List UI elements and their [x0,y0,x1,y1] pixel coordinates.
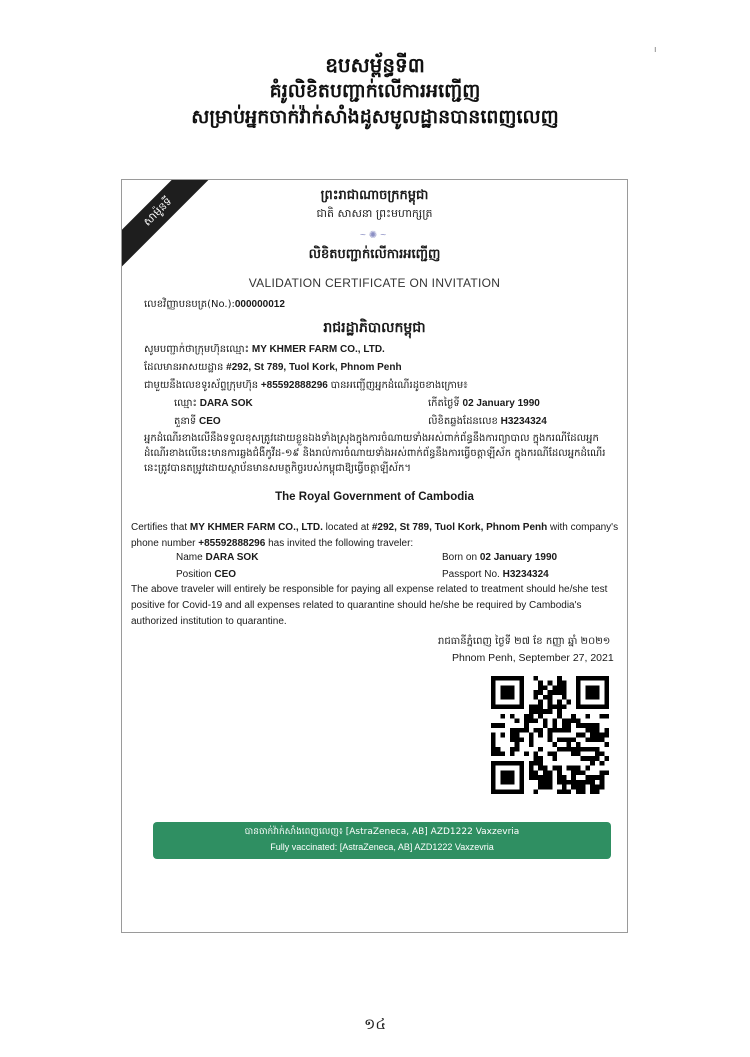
kh-company-line [144,342,385,357]
en-responsibility-paragraph: The above traveler will entirely be responsible for paying all expense related to treatment should he/she test positive for Covid-19 and all expenses related to quarantine should he/she be required by Cambodia's authorized institution to quarantine. [131,584,608,627]
en-certifies-prefix: Certifies that [131,522,188,533]
margin-mark: ı [654,44,657,54]
kh-born-value: 02 January 1990 [462,398,540,409]
government-heading-en: The Royal Government of Cambodia [275,491,474,503]
en-with-text: with [550,522,568,533]
kh-phone-suffix: បានអញ្ជើញអ្នកដំណើរដូចខាងក្រោម៖ [330,380,468,391]
kh-address-value: #292, St 789, Tuol Kork, Phnom Penh [226,362,402,373]
kh-phone-label: ជាមួយនឹងលេខទូរស័ព្ទក្រុមហ៊ុន [144,380,259,391]
kh-passport-label: លិខិតឆ្លងដែនលេខ [428,416,498,427]
vaccine-status-kh: បានចាក់វ៉ាក់សាំងពេញលេញ៖ [AstraZeneca, AB] AZD1222 Vaxzevria [244,827,520,837]
en-phone-label: company's phone number [131,522,619,549]
qr-code [491,676,609,794]
national-motto: ជាតិ សាសនា ព្រះមហាក្សត្រ [316,207,433,220]
kh-phone-value: +85592888296 [260,380,328,391]
en-passport-label: Passport No. [442,569,500,580]
kh-born-line [428,396,540,411]
en-certifies-paragraph [131,520,621,552]
kh-position-line [174,414,221,429]
en-position-label: Position [176,569,212,580]
number-label: លេខវិញ្ញាបនបត្រ(No.): [144,299,235,310]
kh-name-value: DARA SOK [199,398,253,409]
kh-address-line [144,360,402,375]
en-born-label: Born on [442,552,478,563]
en-position-line [176,569,236,580]
kh-name-label: ឈ្មោះ [174,398,197,409]
en-passport-value: H3234324 [502,569,549,580]
en-name-label: Name [176,552,203,563]
en-born-line [442,552,557,563]
kh-company-name: MY KHMER FARM CO., LTD. [251,344,385,355]
en-name-line [176,552,258,563]
en-phone-value: +85592888296 [198,538,266,549]
kh-position-value: CEO [199,416,221,427]
number-value: 000000012 [234,299,285,310]
page-number: ១៤ [364,1015,386,1033]
annex-description: សម្រាប់អ្នកចាក់វ៉ាក់សាំងដូសមូលដ្ឋានបានពេញលេញ [191,106,559,128]
government-heading-kh: រាជរដ្ឋាភិបាលកម្ពុជា [323,320,426,336]
en-passport-line [442,569,549,580]
certificate-title-kh: លិខិតបញ្ជាក់លើការអញ្ជើញ [308,247,441,262]
annex-subtitle: គំរូលិខិតបញ្ជាក់លើការអញ្ជើញ [269,80,481,102]
vaccination-status-bar [153,822,611,859]
en-position-value: CEO [214,569,237,580]
en-address-value: #292, St 789, Tuol Kork, Phnom Penh [371,522,548,533]
kh-company-label: សូមបញ្ជាក់ថាក្រុមហ៊ុនឈ្មោះ [144,344,250,355]
kh-phone-line [144,378,468,393]
kingdom-heading: ព្រះរាជាណាចក្រកម្ពុជា [320,188,429,203]
en-born-value: 02 January 1990 [479,552,558,563]
kh-passport-value: H3234324 [500,416,547,427]
vaccine-status-en: Fully vaccinated: [AstraZeneca, AB] AZD1222 Vaxzevria [270,842,494,852]
kh-position-label: តួនាទី [174,416,197,427]
kh-born-label: កើតថ្ងៃទី [428,398,460,409]
certificate-number [144,297,285,312]
en-located-at: located at [325,522,370,533]
ornament-divider: ~✺~ [359,230,390,241]
annex-title: ឧបសម្ព័ន្ធទី៣ [325,53,425,77]
en-company-name: MY KHMER FARM CO., LTD. [189,522,323,533]
kh-name-line [174,396,253,411]
date-en: Phnom Penh, September 27, 2021 [452,652,614,664]
kh-address-label: ដែលមានអាសយដ្ឋាន [144,362,224,373]
copy-ribbon: សាម៉ូនទី [121,179,217,271]
certificate [121,179,628,933]
kh-passport-line [428,414,547,429]
kh-responsibility-paragraph: អ្នកដំណើរខាងលើនឹងទទួលខុសត្រូវដោយខ្លួនឯងទាំងស្រុងក្នុងការចំណាយទាំងអស់ពាក់ព័ន្ធនឹងការព្យាបាល ក្នុងករណីដែលអ្នកដំណើរខាងលើនេះមានការឆ្លងជំងឺកូវីដ-១៩ និងរាល់ការចំណាយទាំងអស់ពាក់ព័ន្ធនឹងការធ្វើចត្តាឡីស័ក ក្នុងករណីដែលអ្នកដំណើរនេះត្រូវបានតម្រូវដោយស្ថាប័នមានសមត្ថកិច្ចរបស់កម្ពុជាឱ្យធ្វើចត្តាឡីស័ក។ [144,433,606,474]
annex-header [0,52,750,130]
en-name-value: DARA SOK [205,552,259,563]
en-phone-suffix: has invited the following traveler: [268,538,414,549]
date-kh: រាជធានីភ្នំពេញ ថ្ងៃទី ២៧ ខែ កញ្ញា ឆ្នាំ ២០២១ [438,636,611,647]
certificate-title-en: VALIDATION CERTIFICATE ON INVITATION [248,276,501,290]
